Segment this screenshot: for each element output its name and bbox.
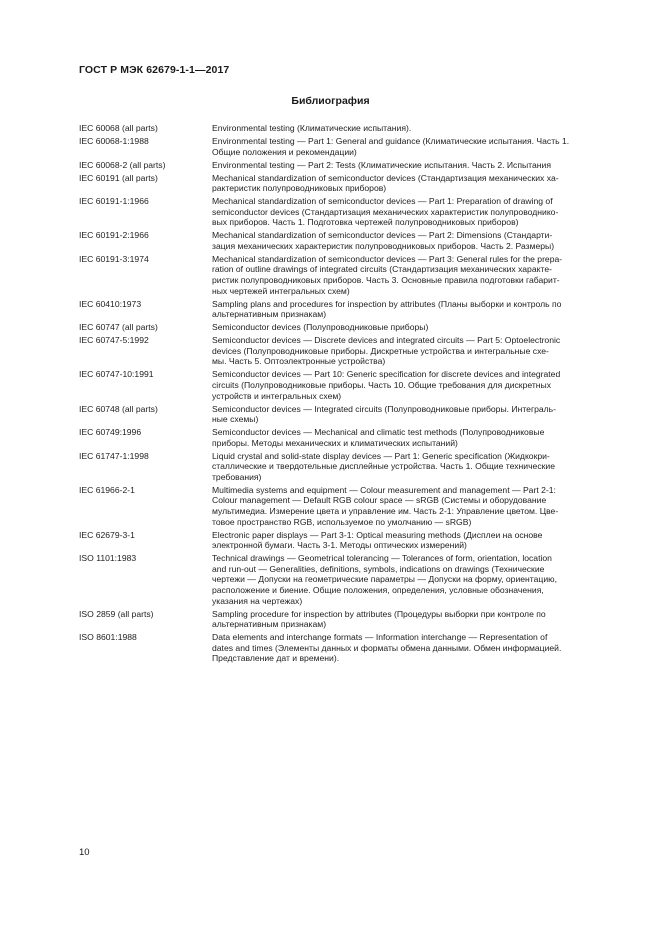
entry-reference: IEC 60191-2:1966 (79, 230, 149, 241)
entry-description (212, 230, 615, 251)
entry-description-line: требования) (212, 471, 262, 482)
entry-description-line: Mechanical standardization of semiconductor devices — Part 1: Preparation of drawing of (212, 196, 553, 207)
bibliography-entry (79, 404, 615, 425)
entry-reference: IEC 60068 (all parts) (79, 123, 158, 133)
entry-description-line: Sampling plans and procedures for inspection by attributes (Планы выборки и контроль по (212, 298, 562, 309)
entry-reference: ISO 1101:1983 (79, 553, 137, 564)
entry-description (212, 404, 615, 425)
entry-reference: IEC 60747-5:1992 (79, 335, 149, 346)
entry-description-line: мультимедиа. Измерение цвета и управление им. Часть 2-1: Управление цветом. Цве- (212, 506, 559, 517)
bibliography-entry (79, 553, 615, 606)
entry-reference: IEC 61966-2-1 (79, 484, 135, 495)
entry-description (212, 485, 615, 527)
entry-description-line: circuits (Полупроводниковые приборы. Часть 10. Общие требования для дискретных (212, 379, 551, 390)
entry-description-line: зация механических характеристик полупроводниковых приборов. Часть 2. Размеры) (212, 240, 555, 251)
entry-description (212, 160, 615, 171)
entry-description-line: ных чертежей интегральных схем) (212, 285, 350, 296)
entry-description-line: Mechanical standardization of semiconductor devices — Part 3: General rules for the prepa- (212, 253, 563, 264)
entry-description (212, 196, 615, 228)
entry-description-line: Semiconductor devices (Полупроводниковые приборы) (212, 322, 429, 333)
entry-description-line: Technical drawings — Geometrical tolerancing — Tolerances of form, orientation, location (212, 553, 552, 564)
entry-description-line: расположение и биение. Общие положения, определения, условные обозначения, (212, 585, 544, 595)
bibliography-entry (79, 160, 615, 171)
entry-description-line: Mechanical standardization of semiconductor devices (Стандартизация механических ха- (212, 172, 559, 183)
entry-description-line: Electronic paper displays — Part 3-1: Optical measuring methods (Дисплеи на основе (212, 529, 543, 540)
page-title: Библиография (291, 95, 370, 107)
bibliography-entry (79, 123, 615, 134)
entry-description-line: Представление дат и времени). (212, 653, 340, 664)
entry-reference: IEC 60068-2 (all parts) (79, 159, 166, 170)
entry-description-line: указания на чертежах) (212, 595, 303, 606)
entry-reference: IEC 60747 (all parts) (79, 322, 158, 333)
entry-description-line: Data elements and interchange formats — Information interchange — Representation of (212, 632, 548, 643)
entry-description-line: ристик полупроводниковых приборов. Часть 3. Основные правила подготовки габарит- (212, 275, 560, 286)
bibliography-entry (79, 230, 615, 251)
bibliography-entry (79, 299, 615, 320)
entry-reference: IEC 60749:1996 (79, 427, 142, 438)
entry-description-line: альтернативным признакам) (212, 309, 327, 320)
entry-description-line: dates and times (Элементы данных и форматы обмена данными. Обмен информацией. (212, 642, 562, 653)
entry-description-line: приборы. Методы механических и климатических испытаний) (212, 437, 458, 448)
bibliography-entry (79, 369, 615, 401)
bibliography-entry (79, 322, 615, 333)
entry-reference: IEC 61747-1:1998 (79, 450, 149, 461)
entry-description (212, 451, 615, 483)
entry-description-line: Semiconductor devices — Integrated circuits (Полупроводниковые приборы. Интеграль- (212, 403, 557, 414)
bibliography-entry (79, 173, 615, 194)
entry-description-line: Environmental testing — Part 1: General and guidance (Климатические испытания. Часть 1. (212, 135, 570, 146)
entry-description-line: ration of outline drawings of integrated circuits (Стандартизация механических характе- (212, 264, 552, 275)
entry-reference: IEC 60747-10:1991 (79, 369, 154, 380)
entry-reference: IEC 60410:1973 (79, 298, 142, 309)
entry-description-line: чертежи — Допуски на геометрические параметры — Допуски на форму, ориентацию, (212, 574, 557, 585)
entry-description-line: devices (Полупроводниковые приборы. Дискретные устройства и интегральные схе- (212, 345, 549, 356)
page-number: 10 (79, 847, 90, 858)
entry-description (212, 553, 615, 606)
bibliography-entry (79, 196, 615, 228)
bibliography-entry (79, 335, 615, 367)
entry-description (212, 254, 615, 296)
bibliography-entry (79, 427, 615, 448)
entry-reference: IEC 60068-1:1988 (79, 135, 149, 146)
entry-description (212, 369, 615, 401)
entry-description-line: альтернативным признакам) (212, 619, 327, 630)
entry-description-line: and run-out — Generalities, definitions, symbols, indications on drawings (Технические (212, 563, 545, 574)
entry-description (212, 530, 615, 551)
bibliography-list (79, 123, 615, 666)
entry-reference: IEC 60191-3:1974 (79, 253, 149, 264)
entry-description-line: Colour management — Default RGB colour space — sRGB (Системы и оборудование (212, 495, 547, 506)
bibliography-entry (79, 632, 615, 664)
entry-reference: IEC 60191 (all parts) (79, 172, 158, 183)
entry-description (212, 427, 615, 448)
entry-description-line: Liquid crystal and solid-state display devices — Part 1: Generic specification (Жидкокри- (212, 450, 550, 461)
entry-description-line: semiconductor devices (Стандартизация механических характеристик полупроводнико- (212, 206, 559, 217)
entry-description-line: вых приборов. Часть 1. Подготовка чертежей полупроводниковых приборов) (212, 217, 519, 228)
entry-description (212, 123, 615, 134)
entry-description-line: Mechanical standardization of semiconductor devices — Part 2: Dimensions (Стандарти- (212, 230, 553, 241)
entry-description-line: сталлические и твердотельные дисплейные устройства. Часть 1. Общие технические (212, 461, 555, 472)
entry-description-line: Environmental testing (Климатические испытания). (212, 123, 412, 133)
entry-description-line: устройств и интегральных схем) (212, 390, 342, 401)
entry-description-line: Общие положения и рекомендации) (212, 146, 357, 157)
entry-description (212, 335, 615, 367)
entry-description-line: Semiconductor devices — Part 10: Generic specification for discrete devices and integrated (212, 369, 561, 380)
entry-reference: IEC 60748 (all parts) (79, 403, 158, 414)
entry-reference: IEC 62679-3-1 (79, 529, 135, 540)
entry-description (212, 609, 615, 630)
entry-description-line: мы. Часть 5. Оптоэлектронные устройства) (212, 356, 386, 367)
bibliography-entry (79, 254, 615, 296)
entry-reference: IEC 60191-1:1966 (79, 196, 149, 207)
entry-reference: ISO 8601:1988 (79, 632, 137, 643)
bibliography-entry (79, 485, 615, 527)
bibliography-entry (79, 530, 615, 551)
bibliography-entry (79, 136, 615, 157)
entry-description-line: электронной бумаги. Часть 3-1. Методы оптических измерений) (212, 540, 467, 551)
entry-description-line: Environmental testing — Part 2: Tests (Климатические испытания. Часть 2. Испытания (212, 159, 552, 170)
entry-description (212, 173, 615, 194)
bibliography-entry (79, 609, 615, 630)
entry-description-line: Sampling procedure for inspection by attributes (Процедуры выборки при контроле по (212, 608, 546, 619)
entry-description (212, 136, 615, 157)
standard-header: ГОСТ Р МЭК 62679-1-1—2017 (79, 64, 230, 76)
entry-description (212, 322, 615, 333)
entry-description-line: Semiconductor devices — Discrete devices and integrated circuits — Part 5: Optoelectronic (212, 335, 561, 346)
entry-description-line: рактеристик полупроводниковых приборов) (212, 183, 387, 194)
entry-description (212, 299, 615, 320)
bibliography-entry (79, 451, 615, 483)
entry-description-line: Multimedia systems and equipment — Colour measurement and management — Part 2-1: (212, 484, 556, 495)
entry-description (212, 632, 615, 664)
entry-description-line: Semiconductor devices — Mechanical and climatic test methods (Полупроводниковые (212, 427, 545, 438)
entry-description-line: ные схемы) (212, 414, 259, 425)
entry-description-line: товое пространство RGB, используемое по умолчанию — sRGB) (212, 516, 472, 527)
entry-reference: ISO 2859 (all parts) (79, 608, 154, 619)
